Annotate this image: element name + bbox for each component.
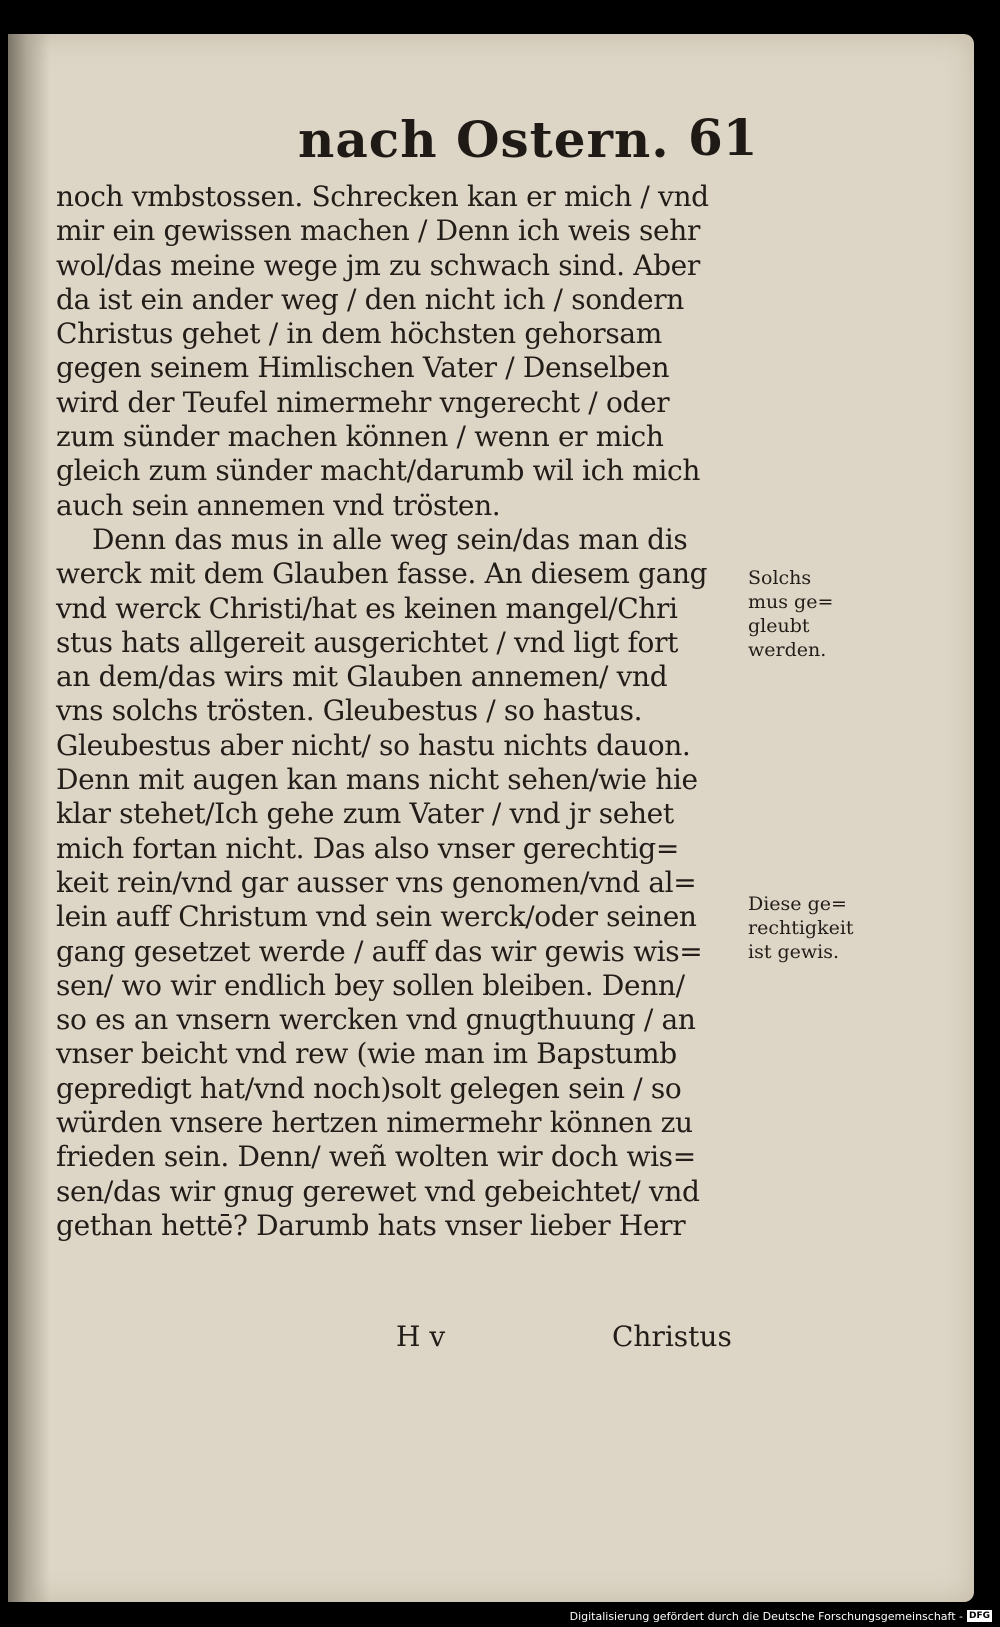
- text-line: mir ein gewissen machen / Denn ich weis sehr: [56, 214, 700, 248]
- text-line: mich fortan nicht. Das also vnser gerechtig=: [56, 831, 679, 865]
- running-head: nach Ostern.: [298, 110, 670, 169]
- margin-note-line: ist gewis.: [748, 941, 840, 963]
- text-line: noch vmbstossen. Schrecken kan er mich / vnd: [56, 180, 709, 213]
- text-line: so es an vnsern wercken vnd gnugthuung / an: [56, 1003, 696, 1037]
- text-line: frieden sein. Denn/ weñ wolten wir doch wis=: [56, 1140, 696, 1174]
- text-line: Gleubestus aber nicht/ so hastu nichts dauon.: [56, 728, 691, 762]
- margin-note-line: Solchs: [748, 567, 812, 589]
- margin-note-line: werden.: [748, 639, 827, 661]
- margin-note: [748, 892, 878, 964]
- dfg-logo: DFG: [968, 1611, 990, 1621]
- text-line: Christus gehet / in dem höchsten gehorsam: [56, 317, 662, 351]
- digitization-footer: [570, 1608, 992, 1624]
- text-line: gang gesetzet werde / auff das wir gewis wis=: [56, 934, 703, 968]
- text-line: Denn mit augen kan mans nicht sehen/wie hie: [56, 763, 698, 797]
- text-line: vnser beicht vnd rew (wie man im Bapstumb: [56, 1037, 677, 1071]
- text-line: vnd werck Christi/hat es keinen mangel/Chri: [56, 591, 678, 625]
- text-line: gegen seinem Himlischen Vater / Denselben: [56, 351, 670, 385]
- margin-note-line: gleubt: [748, 615, 810, 637]
- text-line: Denn das mus in alle weg sein/das man dis: [92, 522, 688, 556]
- body-text: [56, 180, 756, 1243]
- margin-note-line: mus ge=: [748, 591, 834, 613]
- text-line: würden vnsere hertzen nimermehr können zu: [56, 1106, 693, 1140]
- footer-credit: Digitalisierung gefördert durch die Deutsche Forschungsgemeinschaft -: [569, 1609, 963, 1623]
- catchword: Christus: [612, 1320, 732, 1353]
- text-line: sen/das wir gnug gerewet vnd gebeichtet/ vnd: [56, 1174, 700, 1208]
- margin-note-line: rechtigkeit: [748, 917, 854, 939]
- page-gutter-shadow: [8, 34, 50, 1602]
- text-line: gethan hettē? Darumb hats vnser lieber Herr: [56, 1208, 686, 1242]
- margin-note-line: Diese ge=: [748, 893, 847, 915]
- text-line: gleich zum sünder macht/darumb wil ich mich: [56, 454, 701, 488]
- text-line: da ist ein ander weg / den nicht ich / sondern: [56, 282, 684, 316]
- margin-note: [748, 566, 878, 662]
- text-line: vns solchs trösten. Gleubestus / so hastus.: [56, 694, 643, 728]
- text-line: an dem/das wirs mit Glauben annemen/ vnd: [56, 660, 668, 694]
- page-number: 61: [688, 108, 758, 167]
- text-line: auch sein annemen vnd trösten.: [56, 488, 501, 522]
- text-line: stus hats allgereit ausgerichtet / vnd ligt fort: [56, 625, 679, 659]
- text-line: werck mit dem Glauben fasse. An diesem gang: [56, 557, 708, 591]
- text-line: keit rein/vnd gar ausser vns genomen/vnd al=: [56, 865, 697, 899]
- text-line: wol/das meine wege jm zu schwach sind. Aber: [56, 248, 700, 282]
- text-line: sen/ wo wir endlich bey sollen bleiben. Denn/: [56, 968, 685, 1002]
- text-line: gepredigt hat/vnd noch)solt gelegen sein / so: [56, 1071, 682, 1105]
- text-line: zum sünder machen können / wenn er mich: [56, 420, 664, 454]
- text-line: lein auff Christum vnd sein werck/oder seinen: [56, 900, 697, 934]
- text-line: wird der Teufel nimermehr vngerecht / oder: [56, 385, 670, 419]
- text-line: klar stehet/Ich gehe zum Vater / vnd jr sehet: [56, 797, 674, 831]
- book-page: [8, 34, 974, 1602]
- signature-mark: H v: [396, 1320, 446, 1353]
